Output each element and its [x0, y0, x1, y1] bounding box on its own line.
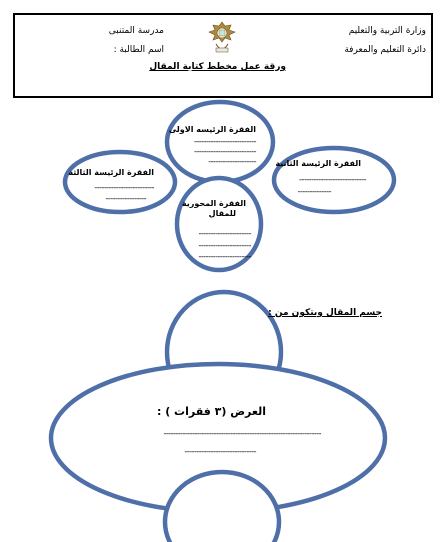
presentation-line-2: ------------------------------	[184, 447, 256, 456]
department-name: دائرة التعليم والمعرفة	[344, 45, 426, 55]
third-line-2: -----------------	[105, 194, 146, 203]
second-paragraph-title: الفقرة الرئيسة الثانية	[275, 159, 361, 168]
first-line-3: --------------------	[208, 157, 256, 166]
ministry-name: وزارة التربية والتعليم	[348, 26, 426, 36]
school-name: مدرسة المتنبى	[108, 26, 164, 36]
thesis-line-3: ----------------------	[198, 252, 251, 261]
second-line-1: ----------------------------	[299, 175, 366, 184]
thesis-title-line2: للمقال	[208, 209, 236, 218]
second-line-2: --------------	[297, 187, 331, 196]
first-paragraph-title: الفقرة الرئيسه الاولى	[168, 125, 256, 134]
student-name-label: اسم الطالبة :	[113, 45, 164, 55]
third-line-1: -------------------------	[94, 183, 154, 192]
presentation-line-1: ------------------------------------------------------------------	[163, 429, 321, 438]
first-line-2: --------------------------	[193, 147, 256, 156]
presentation-label: العرض (٣ فقرات ) :	[156, 405, 266, 418]
first-line-1: --------------------------	[193, 137, 256, 146]
thesis-line-1: ----------------------	[198, 229, 251, 238]
essay-body-label: جسم المقال ويتكون من :	[268, 308, 382, 318]
thesis-title: الفقرة المحورية	[181, 199, 246, 208]
page-title: ورقة عمل مخطط كتابة المقال	[149, 62, 286, 72]
thesis-line-2: ----------------------	[198, 241, 251, 250]
third-paragraph-title: الفقرة الرئيسة الثالثة	[68, 168, 154, 177]
